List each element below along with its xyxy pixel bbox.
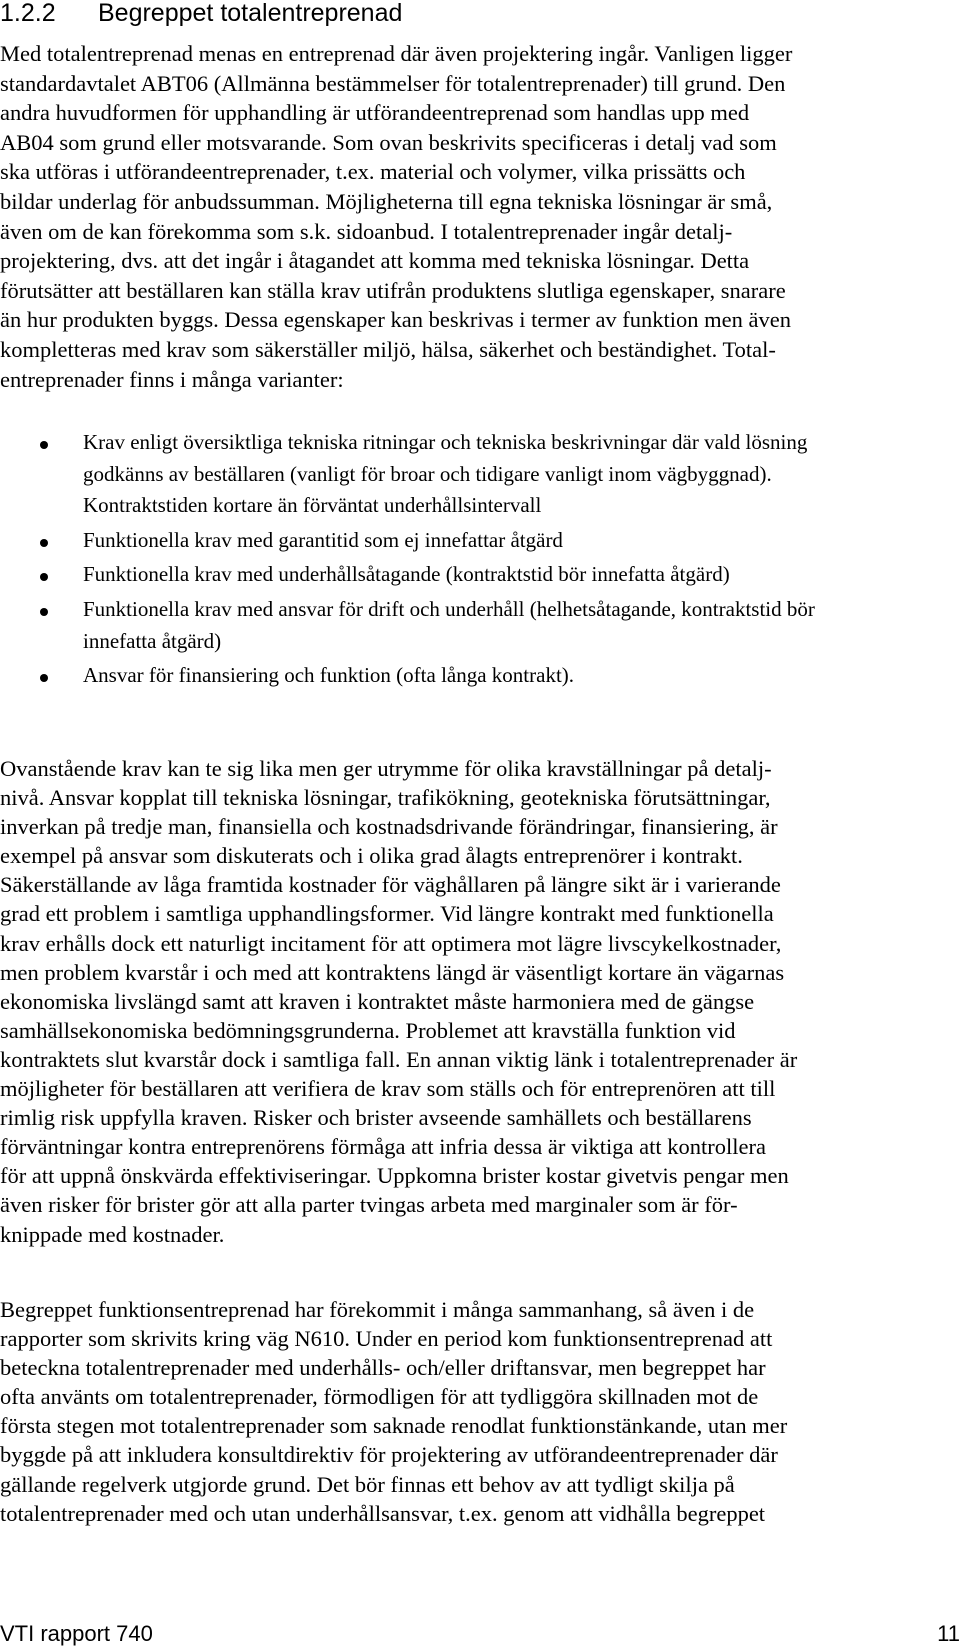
page-number: 11: [937, 1621, 960, 1646]
list-item: [0, 660, 815, 692]
text-line: knippade med kostnader.: [0, 1221, 225, 1247]
paragraph-intro: [0, 39, 792, 394]
text-line: möjligheter för beställaren att verifiera de krav som ställs och för entreprenören att till: [0, 1076, 776, 1102]
text-line: Med totalentreprenad menas en entreprenad där även projektering ingår. Vanligen ligger: [0, 41, 793, 66]
bullet-icon: [40, 539, 48, 547]
paragraph-functional-contract: [0, 1295, 787, 1528]
text-line: bildar underlag för anbudssumman. Möjligheterna till egna tekniska lösningar är små,: [0, 188, 773, 214]
text-line: rimlig risk uppfylla kraven. Risker och brister avseende samhällets och beställarens: [0, 1105, 752, 1131]
text-line: ofta använts om totalentreprenader, förmodligen för att tydliggöra skillnaden mot de: [0, 1384, 759, 1410]
list-item: [0, 525, 815, 557]
paragraph-requirements: [0, 754, 797, 1249]
list-item-line: Funktionella krav med garantitid som ej innefattar åtgärd: [83, 527, 563, 552]
bullet-icon: [40, 441, 48, 449]
text-line: ekonomiska livslängd samt att kraven i kontraktet måste harmoniera med de gängse: [0, 988, 755, 1014]
list-item-line: Funktionella krav med underhållsåtagande (kontraktstid bör innefatta åtgärd): [83, 562, 730, 587]
text-line: Säkerställande av låga framtida kostnader för väghållaren på längre sikt är i varierande: [0, 872, 781, 898]
bullet-icon: [40, 674, 48, 682]
text-line: även om de kan förekomma som s.k. sidoanbud. I totalentreprenader ingår detalj-: [0, 218, 733, 244]
text-line: första stegen mot totalentreprenader som saknade renodlat funktionstänkande, utan mer: [0, 1413, 788, 1439]
text-line: byggde på att inkludera konsultdirektiv för projektering av utförandeentreprenader där: [0, 1442, 778, 1468]
bullet-icon: [40, 608, 48, 616]
text-line: grad ett problem i samtliga upphandlingsformer. Vid längre kontrakt med funktionella: [0, 901, 774, 927]
text-line: kontraktets slut kvarstår dock i samtliga fall. En annan viktig länk i totalentreprenader är: [0, 1046, 798, 1072]
text-line: AB04 som grund eller motsvarande. Som ovan beskrivits specificeras i detalj vad som: [0, 129, 777, 155]
text-line: entreprenader finns i många varianter:: [0, 366, 344, 392]
text-line: beteckna totalentreprenader med underhålls- och/eller driftansvar, men begreppet har: [0, 1355, 766, 1381]
text-line: krav erhålls dock ett naturligt incitament för att optimera mot lägre livscykelkostnader,: [0, 930, 782, 956]
list-item: [0, 427, 815, 522]
list-item: [0, 559, 815, 591]
text-line: gällande regelverk utgjorde grund. Det bör finnas ett behov av att tydligt skilja på: [0, 1471, 735, 1497]
text-line: standardavtalet ABT06 (Allmänna bestämmelser för totalentreprenader) till grund. Den: [0, 70, 786, 96]
section-title: Begreppet totalentreprenad: [98, 0, 403, 27]
text-line: inverkan på tredje man, finansiella och kostnadsdrivande förändringar, finansiering, är: [0, 814, 778, 840]
text-line: nivå. Ansvar kopplat till tekniska lösningar, trafikökning, geotekniska förutsättningar,: [0, 785, 771, 811]
text-line: förutsätter att beställaren kan ställa krav utifrån produktens slutliga egenskaper, snarare: [0, 277, 786, 303]
list-item: [0, 594, 815, 657]
text-line: projektering, dvs. att det ingår i åtagandet att komma med tekniska lösningar. Detta: [0, 248, 750, 274]
list-item-line: innefatta åtgärd): [83, 628, 222, 653]
text-line: andra huvudformen för upphandling är utförandeentreprenad som handlas upp med: [0, 100, 750, 126]
list-item-line: Ansvar för finansiering och funktion (ofta långa kontrakt).: [83, 663, 575, 688]
text-line: men problem kvarstår i och med att kontraktens längd är väsentligt kortare än vägarnas: [0, 959, 785, 985]
list-item-line: Krav enligt översiktliga tekniska ritningar och tekniska beskrivningar där vald lösning: [83, 430, 808, 454]
report-name: VTI rapport 740: [0, 1621, 153, 1646]
text-line: förväntningar kontra entreprenörens förmåga att infria dessa är viktiga att kontrollera: [0, 1134, 766, 1160]
text-line: kompletteras med krav som säkerställer miljö, hälsa, säkerhet och beständighet. Total-: [0, 336, 776, 362]
text-line: än hur produkten byggs. Dessa egenskaper kan beskrivas i termer av funktion men även: [0, 307, 792, 333]
section-heading: [0, 0, 402, 28]
text-line: för att uppnå önskvärda effektiviseringar. Uppkomna brister kostar givetvis pengar men: [0, 1163, 789, 1189]
text-line: rapporter som skrivits kring väg N610. Under en period kom funktionsentreprenad att: [0, 1326, 773, 1352]
bullet-icon: [40, 573, 48, 581]
text-line: även risker för brister gör att alla parter tvingas arbeta med marginaler som är för-: [0, 1192, 738, 1218]
text-line: ska utföras i utförandeentreprenader, t.ex. material och volymer, vilka prissätts och: [0, 159, 746, 185]
text-line: totalentreprenader med och utan underhållsansvar, t.ex. genom att vidhålla begreppet: [0, 1500, 766, 1526]
text-line: samhällsekonomiska bedömningsgrunderna. Problemet att kravställa funktion vid: [0, 1017, 736, 1043]
text-line: exempel på ansvar som diskuterats och i olika grad ålagts entreprenörer i kontrakt.: [0, 843, 743, 869]
list-item-line: Kontraktstiden kortare än förväntat underhållsintervall: [83, 493, 542, 517]
text-line: Ovanstående krav kan te sig lika men ger utrymme för olika kravställningar på detalj-: [0, 756, 772, 781]
variant-list: [0, 427, 815, 695]
list-item-line: Funktionella krav med ansvar för drift och underhåll (helhetsåtagande, kontraktstid bör: [83, 597, 815, 622]
list-item-line: godkänns av beställaren (vanligt för broar och tidigare vanligt inom vägbyggnad).: [83, 461, 772, 486]
text-line: Begreppet funktionsentreprenad har förekommit i många sammanhang, så även i de: [0, 1297, 755, 1322]
section-number: 1.2.2: [0, 0, 56, 27]
